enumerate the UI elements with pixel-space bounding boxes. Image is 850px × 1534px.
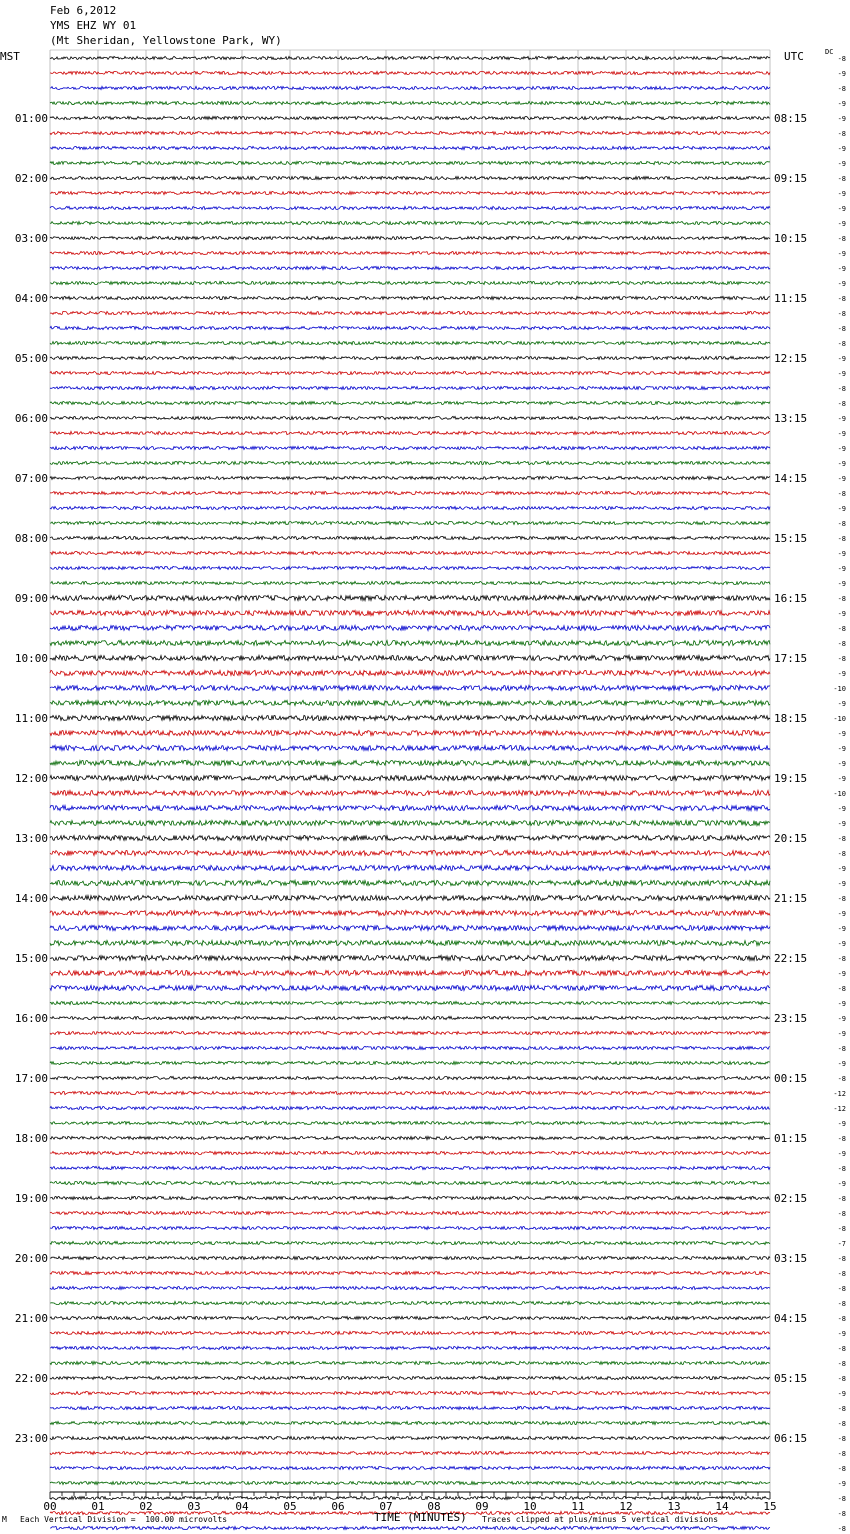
clip-note: Traces clipped at plus/minus 5 vertical divisions <box>482 1515 719 1524</box>
trace-row-21 <box>50 371 770 374</box>
trace-row-62 <box>50 985 770 990</box>
left-hour-label: 01:00 <box>14 112 48 125</box>
dc-offset-label: -8 <box>837 85 846 93</box>
right-hour-label: 03:15 <box>774 1252 808 1265</box>
dc-offset-label: -8 <box>837 1195 846 1203</box>
trace-row-18 <box>50 326 770 329</box>
dc-offset-label: -8 <box>837 895 846 903</box>
dc-offset-label: -9 <box>837 730 846 738</box>
trace-row-30 <box>50 506 770 509</box>
trace-row-25 <box>50 431 770 434</box>
trace-row-87 <box>50 1361 770 1364</box>
trace-row-16 <box>50 296 770 299</box>
trace-row-80 <box>50 1256 770 1259</box>
trace-row-91 <box>50 1421 770 1424</box>
trace-row-46 <box>50 745 770 750</box>
trace-row-2 <box>50 86 770 89</box>
left-hour-label: 04:00 <box>14 292 48 305</box>
trace-row-57 <box>50 910 770 915</box>
dc-offset-label: -8 <box>837 1495 846 1503</box>
dc-offset-label: -9 <box>837 100 846 108</box>
dc-offset-label: -9 <box>837 370 846 378</box>
x-tick-label: 00 <box>43 1500 57 1513</box>
dc-offset-label: -9 <box>837 865 846 873</box>
left-hour-label: 17:00 <box>14 1072 48 1085</box>
dc-offset-label: -9 <box>837 1060 846 1068</box>
dc-offset-label: -9 <box>837 970 846 978</box>
trace-row-5 <box>50 131 770 134</box>
left-hour-label: 11:00 <box>14 712 48 725</box>
dc-offset-label: -9 <box>837 925 846 933</box>
trace-row-38 <box>50 625 770 630</box>
dc-offset-label: -8 <box>837 1165 846 1173</box>
dc-offset-label: -8 <box>837 490 846 498</box>
dc-offset-label: -8 <box>837 1270 846 1278</box>
dc-offset-label: -8 <box>837 1075 846 1083</box>
left-hour-label: 23:00 <box>14 1432 48 1445</box>
trace-row-70 <box>50 1106 770 1109</box>
dc-offset-label: -9 <box>837 1030 846 1038</box>
trace-row-61 <box>50 970 770 975</box>
x-tick-label: 06 <box>331 1500 345 1513</box>
trace-row-92 <box>50 1436 770 1439</box>
left-hour-label: 02:00 <box>14 172 48 185</box>
trace-row-56 <box>50 895 770 900</box>
trace-row-33 <box>50 551 770 554</box>
left-hour-label: 15:00 <box>14 952 48 965</box>
trace-row-0 <box>50 56 770 59</box>
trace-row-47 <box>50 760 770 765</box>
trace-row-32 <box>50 536 770 539</box>
trace-row-6 <box>50 146 770 149</box>
trace-row-65 <box>50 1031 770 1034</box>
dc-offset-label: -8 <box>837 1450 846 1458</box>
trace-row-39 <box>50 640 770 645</box>
trace-row-13 <box>50 251 770 254</box>
dc-offset-label: -8 <box>837 1510 846 1518</box>
right-hour-label: 10:15 <box>774 232 808 245</box>
left-hour-label: 21:00 <box>14 1312 48 1325</box>
x-tick-label: 01 <box>91 1500 105 1513</box>
dc-offset-label: -12 <box>833 1105 846 1113</box>
left-hour-label: 05:00 <box>14 352 48 365</box>
trace-row-14 <box>50 266 770 269</box>
dc-offset-label: -8 <box>837 1405 846 1413</box>
left-hour-labels <box>15 112 48 1445</box>
trace-row-10 <box>50 206 770 209</box>
trace-row-77 <box>50 1211 770 1214</box>
left-hour-label: 20:00 <box>14 1252 48 1265</box>
dc-offset-label: -9 <box>837 220 846 228</box>
trace-row-37 <box>50 610 770 615</box>
dc-offset-label: -8 <box>837 325 846 333</box>
dc-offset-label: -8 <box>837 1465 846 1473</box>
x-tick-label: 05 <box>283 1500 297 1513</box>
trace-row-9 <box>50 191 770 194</box>
dc-offset-label: -10 <box>833 790 846 798</box>
dc-offset-label: -9 <box>837 745 846 753</box>
trace-row-31 <box>50 521 770 524</box>
trace-row-36 <box>50 595 770 600</box>
trace-row-67 <box>50 1061 770 1064</box>
dc-offset-label: -9 <box>837 1150 846 1158</box>
x-tick-label: 15 <box>763 1500 777 1513</box>
trace-row-29 <box>50 491 770 494</box>
right-hour-label: 05:15 <box>774 1372 808 1385</box>
trace-row-54 <box>50 865 770 870</box>
dc-offset-label: -8 <box>837 295 846 303</box>
dc-offset-label: -9 <box>837 1480 846 1488</box>
timezone-left-label: MST <box>0 50 20 63</box>
right-hour-label: 08:15 <box>774 112 808 125</box>
dc-offset-label: -8 <box>837 850 846 858</box>
trace-row-44 <box>50 715 770 720</box>
trace-row-76 <box>50 1196 770 1199</box>
dc-offset-label: -9 <box>837 820 846 828</box>
dc-offset-label: -8 <box>837 130 846 138</box>
left-hour-label: 08:00 <box>14 532 48 545</box>
right-hour-label: 16:15 <box>774 592 808 605</box>
dc-offset-label: -9 <box>837 700 846 708</box>
trace-row-19 <box>50 341 770 344</box>
dc-offset-label: -8 <box>837 175 846 183</box>
dc-offset-label: -8 <box>837 985 846 993</box>
right-hour-label: 02:15 <box>774 1192 808 1205</box>
dc-offset-label: -8 <box>837 1210 846 1218</box>
trace-row-7 <box>50 161 770 164</box>
dc-offset-label: -8 <box>837 1525 846 1533</box>
dc-offset-label: -9 <box>837 190 846 198</box>
x-tick-label: 14 <box>715 1500 729 1513</box>
right-hour-label: 22:15 <box>774 952 808 965</box>
dc-offset-label: -8 <box>837 655 846 663</box>
trace-row-40 <box>50 655 770 660</box>
dc-offset-label: -8 <box>837 1285 846 1293</box>
dc-offset-label: -8 <box>837 1225 846 1233</box>
trace-row-74 <box>50 1166 770 1169</box>
trace-row-53 <box>50 850 770 855</box>
dc-offset-label: -9 <box>837 460 846 468</box>
trace-row-71 <box>50 1121 770 1124</box>
dc-offset-label: -12 <box>833 1090 846 1098</box>
trace-row-78 <box>50 1226 770 1229</box>
trace-row-60 <box>50 955 770 960</box>
dc-offset-labels <box>833 55 846 1534</box>
trace-row-48 <box>50 775 770 780</box>
left-hour-label: 10:00 <box>14 652 48 665</box>
right-hour-label: 01:15 <box>774 1132 808 1145</box>
scale-note: Each Vertical Division = 100.00 microvolts <box>20 1515 228 1524</box>
trace-row-85 <box>50 1331 770 1334</box>
dc-offset-label: -9 <box>837 475 846 483</box>
right-hour-label: 12:15 <box>774 352 808 365</box>
trace-group <box>50 56 770 1534</box>
dc-offset-label: -9 <box>837 1330 846 1338</box>
dc-offset-label: -9 <box>837 415 846 423</box>
trace-row-50 <box>50 805 770 810</box>
x-tick-label: 08 <box>427 1500 441 1513</box>
trace-row-66 <box>50 1046 770 1049</box>
dc-offset-label: -8 <box>837 55 846 63</box>
dc-offset-label: -9 <box>837 1120 846 1128</box>
trace-row-42 <box>50 685 770 690</box>
dc-offset-label: -8 <box>837 385 846 393</box>
dc-offset-label: -10 <box>833 715 846 723</box>
trace-row-84 <box>50 1316 770 1319</box>
trace-row-95 <box>50 1481 770 1484</box>
right-hour-label: 18:15 <box>774 712 808 725</box>
dc-offset-label: -9 <box>837 160 846 168</box>
right-hour-label: 21:15 <box>774 892 808 905</box>
dc-offset-label: -9 <box>837 610 846 618</box>
trace-row-64 <box>50 1016 770 1019</box>
trace-row-79 <box>50 1241 770 1244</box>
trace-row-86 <box>50 1346 770 1349</box>
dc-offset-label: -9 <box>837 760 846 768</box>
trace-row-93 <box>50 1451 770 1454</box>
dc-offset-label: -8 <box>837 520 846 528</box>
trace-row-89 <box>50 1391 770 1394</box>
dc-offset-label: -7 <box>837 1240 846 1248</box>
station-location: (Mt Sheridan, Yellowstone Park, WY) <box>50 34 282 47</box>
x-tick-label: 07 <box>379 1500 393 1513</box>
dc-offset-label: -9 <box>837 940 846 948</box>
trace-row-63 <box>50 1001 770 1004</box>
trace-row-8 <box>50 176 770 179</box>
trace-row-43 <box>50 700 770 705</box>
trace-row-24 <box>50 416 770 419</box>
x-tick-label: 09 <box>475 1500 489 1513</box>
trace-row-96 <box>50 1496 770 1499</box>
left-hour-label: 18:00 <box>14 1132 48 1145</box>
x-tick-label: 04 <box>235 1500 249 1513</box>
left-hour-label: 13:00 <box>14 832 48 845</box>
dc-offset-label: -8 <box>837 1045 846 1053</box>
trace-row-12 <box>50 236 770 239</box>
dc-offset-label: -9 <box>837 550 846 558</box>
x-tick-label: 10 <box>523 1500 537 1513</box>
x-tick-label: 11 <box>571 1500 585 1513</box>
right-hour-label: 11:15 <box>774 292 808 305</box>
trace-row-1 <box>50 71 770 74</box>
station-code: YMS EHZ WY 01 <box>50 19 137 32</box>
trace-row-98 <box>50 1526 770 1529</box>
x-tick-label: 12 <box>619 1500 633 1513</box>
trace-row-82 <box>50 1286 770 1289</box>
right-hour-label: 19:15 <box>774 772 808 785</box>
trace-row-94 <box>50 1466 770 1469</box>
dc-offset-label: -10 <box>833 685 846 693</box>
trace-row-3 <box>50 101 770 104</box>
dc-offset-label: -9 <box>837 430 846 438</box>
plot-date: Feb 6,2012 <box>50 4 117 17</box>
dc-offset-label: -8 <box>837 535 846 543</box>
dc-offset-label: -9 <box>837 70 846 78</box>
left-hour-label: 06:00 <box>14 412 48 425</box>
x-axis-title: TIME (MINUTES) <box>374 1511 467 1524</box>
trace-row-52 <box>50 835 770 840</box>
trace-row-68 <box>50 1076 770 1079</box>
left-hour-label: 09:00 <box>14 592 48 605</box>
trace-row-72 <box>50 1136 770 1139</box>
dc-offset-label: -9 <box>837 280 846 288</box>
dc-offset-label: -9 <box>837 205 846 213</box>
dc-offset-label: -9 <box>837 355 846 363</box>
dc-offset-label: -9 <box>837 265 846 273</box>
dc-offset-label: -9 <box>837 1015 846 1023</box>
dc-offset-label: -8 <box>837 625 846 633</box>
right-hour-label: 09:15 <box>774 172 808 185</box>
left-hour-label: 14:00 <box>14 892 48 905</box>
dc-offset-label: -8 <box>837 310 846 318</box>
dc-offset-label: -9 <box>837 250 846 258</box>
dc-offset-label: -8 <box>837 1435 846 1443</box>
trace-row-49 <box>50 790 770 795</box>
left-hour-label: 19:00 <box>14 1192 48 1205</box>
right-hour-label: 06:15 <box>774 1432 808 1445</box>
x-tick-label: 13 <box>667 1500 681 1513</box>
dc-offset-label: -9 <box>837 580 846 588</box>
dc-offset-label: -8 <box>837 1255 846 1263</box>
dc-offset-label: -8 <box>837 235 846 243</box>
dc-offset-label: -8 <box>837 1420 846 1428</box>
trace-row-59 <box>50 940 770 945</box>
right-hour-label: 04:15 <box>774 1312 808 1325</box>
x-tick-label: 03 <box>187 1500 201 1513</box>
trace-row-20 <box>50 356 770 359</box>
left-hour-label: 03:00 <box>14 232 48 245</box>
footer-mark: M <box>2 1515 7 1524</box>
dc-offset-label: -9 <box>837 880 846 888</box>
trace-row-55 <box>50 880 770 885</box>
trace-row-81 <box>50 1271 770 1274</box>
right-hour-labels <box>774 112 807 1445</box>
trace-row-23 <box>50 401 770 404</box>
dc-offset-label: -8 <box>837 1300 846 1308</box>
trace-row-58 <box>50 925 770 930</box>
trace-row-4 <box>50 116 770 119</box>
trace-row-22 <box>50 386 770 389</box>
dc-offset-label: -8 <box>837 955 846 963</box>
right-hour-label: 20:15 <box>774 832 808 845</box>
trace-row-90 <box>50 1406 770 1409</box>
trace-row-88 <box>50 1376 770 1379</box>
trace-row-69 <box>50 1091 770 1094</box>
dc-offset-label: -8 <box>837 1375 846 1383</box>
dc-offset-label: -9 <box>837 1000 846 1008</box>
trace-row-35 <box>50 581 770 584</box>
trace-row-26 <box>50 446 770 449</box>
dc-offset-label: -8 <box>837 1315 846 1323</box>
x-tick-label: 02 <box>139 1500 153 1513</box>
dc-offset-label: -9 <box>837 445 846 453</box>
dc-offset-label: -9 <box>837 1180 846 1188</box>
dc-offset-label: -9 <box>837 565 846 573</box>
dc-offset-label: -9 <box>837 505 846 513</box>
trace-row-73 <box>50 1151 770 1154</box>
dc-offset-label: -9 <box>837 775 846 783</box>
left-hour-label: 22:00 <box>14 1372 48 1385</box>
right-hour-label: 13:15 <box>774 412 808 425</box>
dc-offset-label: -9 <box>837 145 846 153</box>
right-hour-label: 17:15 <box>774 652 808 665</box>
dc-offset-label: -8 <box>837 1135 846 1143</box>
left-hour-label: 16:00 <box>14 1012 48 1025</box>
right-hour-label: 14:15 <box>774 472 808 485</box>
trace-row-28 <box>50 476 770 479</box>
trace-row-17 <box>50 311 770 314</box>
right-hour-label: 00:15 <box>774 1072 808 1085</box>
trace-row-51 <box>50 820 770 825</box>
right-hour-label: 23:15 <box>774 1012 808 1025</box>
right-hour-label: 15:15 <box>774 532 808 545</box>
left-hour-label: 07:00 <box>14 472 48 485</box>
trace-row-27 <box>50 461 770 464</box>
trace-row-75 <box>50 1181 770 1184</box>
dc-offset-header: DC <box>825 48 834 56</box>
dc-offset-label: -8 <box>837 1345 846 1353</box>
dc-offset-label: -8 <box>837 400 846 408</box>
grid-lines <box>50 50 770 1492</box>
trace-row-11 <box>50 221 770 224</box>
dc-offset-label: -9 <box>837 115 846 123</box>
dc-offset-label: -9 <box>837 910 846 918</box>
trace-row-41 <box>50 670 770 675</box>
dc-offset-label: -8 <box>837 1360 846 1368</box>
timezone-right-label: UTC <box>784 50 804 63</box>
dc-offset-label: -9 <box>837 805 846 813</box>
dc-offset-label: -9 <box>837 1390 846 1398</box>
dc-offset-label: -8 <box>837 595 846 603</box>
dc-offset-label: -8 <box>837 340 846 348</box>
trace-row-45 <box>50 730 770 735</box>
left-hour-label: 12:00 <box>14 772 48 785</box>
trace-row-34 <box>50 566 770 569</box>
trace-row-15 <box>50 281 770 284</box>
dc-offset-label: -8 <box>837 835 846 843</box>
dc-offset-label: -8 <box>837 640 846 648</box>
x-axis <box>43 1492 776 1513</box>
trace-row-83 <box>50 1301 770 1304</box>
dc-offset-label: -9 <box>837 670 846 678</box>
